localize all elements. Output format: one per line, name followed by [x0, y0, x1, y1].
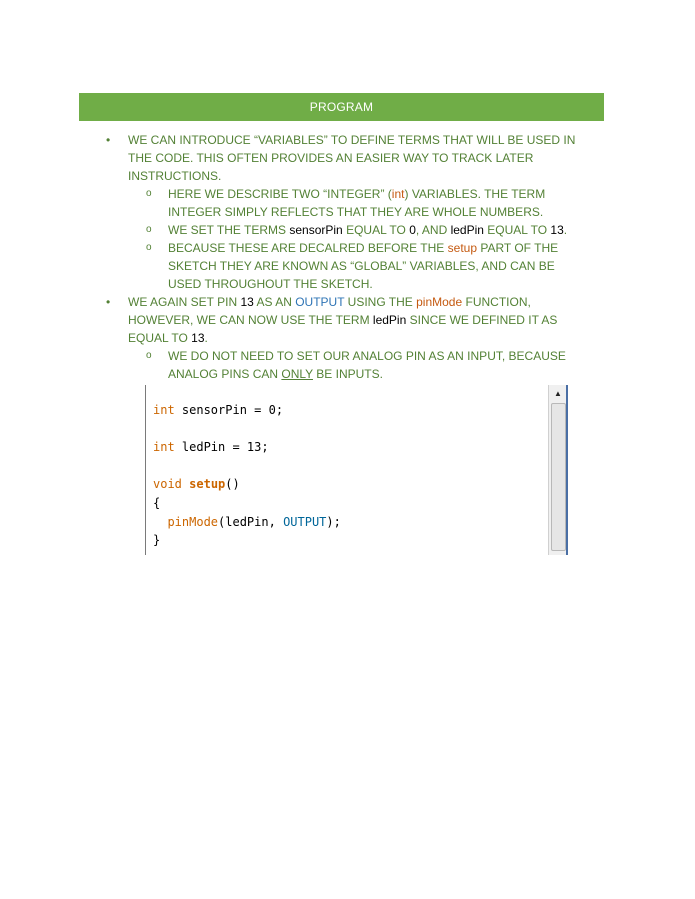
code-keyword: int: [153, 403, 175, 417]
code-constant: OUTPUT: [283, 514, 327, 529]
vertical-scrollbar[interactable]: [548, 385, 567, 555]
text-span: AS AN: [253, 295, 296, 309]
scroll-thumb[interactable]: [551, 403, 566, 551]
sub-bullet-icon: o: [146, 224, 152, 235]
text-span: BECAUSE THESE ARE DECALRED BEFORE THE: [168, 241, 448, 255]
bullet-icon: •: [106, 133, 111, 147]
bullet-icon: •: [106, 295, 111, 309]
sub-bullet-analog: [0, 347, 578, 383]
text-span: PART OF THE SKETCH THEY ARE KNOWN AS “GLOBAL” VARIABLES, AND CAN BE USED THROUGHOUT THE SKETCH.: [168, 241, 559, 291]
text-span: USING THE: [344, 295, 417, 309]
text-span: , AND: [415, 223, 451, 237]
keyword-setup: setup: [447, 241, 477, 255]
text-span: WE DO NOT NEED TO SET OUR ANALOG PIN AS AN INPUT, BECAUSE ANALOG PINS CAN: [168, 349, 566, 381]
sub-bullet-integer: [0, 185, 578, 221]
text-span: .: [563, 223, 568, 237]
sub-bullet-icon: o: [146, 350, 152, 361]
scroll-up-icon[interactable]: ▲: [554, 388, 562, 398]
code-keyword: void: [153, 477, 182, 492]
text-span: WE SET THE TERMS: [168, 223, 290, 237]
value-pin: 13: [240, 295, 254, 309]
code-span: );: [326, 514, 341, 529]
term-ledpin: ledPin: [450, 223, 484, 237]
window-edge: [566, 385, 568, 555]
text-span: HERE WE DESCRIBE TWO “INTEGER” (: [168, 187, 392, 201]
bullet-variables: [0, 131, 583, 185]
code-span: (): [225, 477, 240, 492]
text-span: FUNCTION, HOWEVER, WE CAN NOW USE THE TERM: [128, 295, 531, 327]
text-span: ) VARIABLES. THE TERM INTEGER SIMPLY REFLECTS THAT THEY ARE WHOLE NUMBERS.: [168, 187, 546, 219]
value-thirteen: 13: [191, 331, 205, 345]
emphasis-only: ONLY: [281, 367, 313, 381]
banner-title: PROGRAM: [309, 100, 374, 114]
code-function: pinMode: [167, 514, 219, 529]
term-ledpin: ledPin: [372, 313, 407, 327]
text-span: .: [204, 331, 208, 345]
keyword-output: OUTPUT: [295, 295, 345, 309]
code-span: [153, 515, 167, 529]
keyword-pinmode: pinMode: [416, 295, 463, 309]
text-span: BE INPUTS.: [312, 367, 383, 381]
code-editor[interactable]: [145, 385, 568, 555]
value-thirteen: 13: [550, 223, 564, 237]
code-span: }: [153, 533, 161, 548]
sub-bullet-icon: o: [146, 188, 152, 199]
text-span: EQUAL TO: [483, 223, 551, 237]
code-keyword: int: [153, 440, 175, 455]
code-span: (ledPin,: [218, 514, 284, 529]
text-span: EQUAL TO: [342, 223, 410, 237]
sub-bullet-set-terms: [0, 221, 578, 239]
sub-bullet-global: [0, 239, 578, 293]
code-span: sensorPin = 0;: [174, 403, 284, 417]
code-span: {: [153, 495, 161, 510]
text-span: WE AGAIN SET PIN: [128, 295, 241, 309]
document-body: [0, 131, 695, 383]
code-span: ledPin = 13;: [174, 440, 269, 455]
bullet-output: [0, 293, 583, 347]
text-span: SINCE WE DEFINED IT AS EQUAL TO: [128, 313, 558, 345]
code-function: setup: [189, 477, 226, 492]
term-sensorpin: sensorPin: [289, 223, 343, 237]
program-banner: [79, 93, 604, 121]
value-zero: 0: [409, 223, 416, 237]
bullet-text: WE CAN INTRODUCE “VARIABLES” TO DEFINE TERMS THAT WILL BE USED IN THE CODE. THIS OFTEN PROVIDES AN EASIER WAY TO TRACK LATER INSTRUCTIONS.: [128, 133, 576, 183]
keyword-int: int: [391, 187, 405, 201]
sub-bullet-icon: o: [146, 242, 152, 253]
code-text: [153, 401, 341, 550]
editor-border: [145, 385, 146, 555]
